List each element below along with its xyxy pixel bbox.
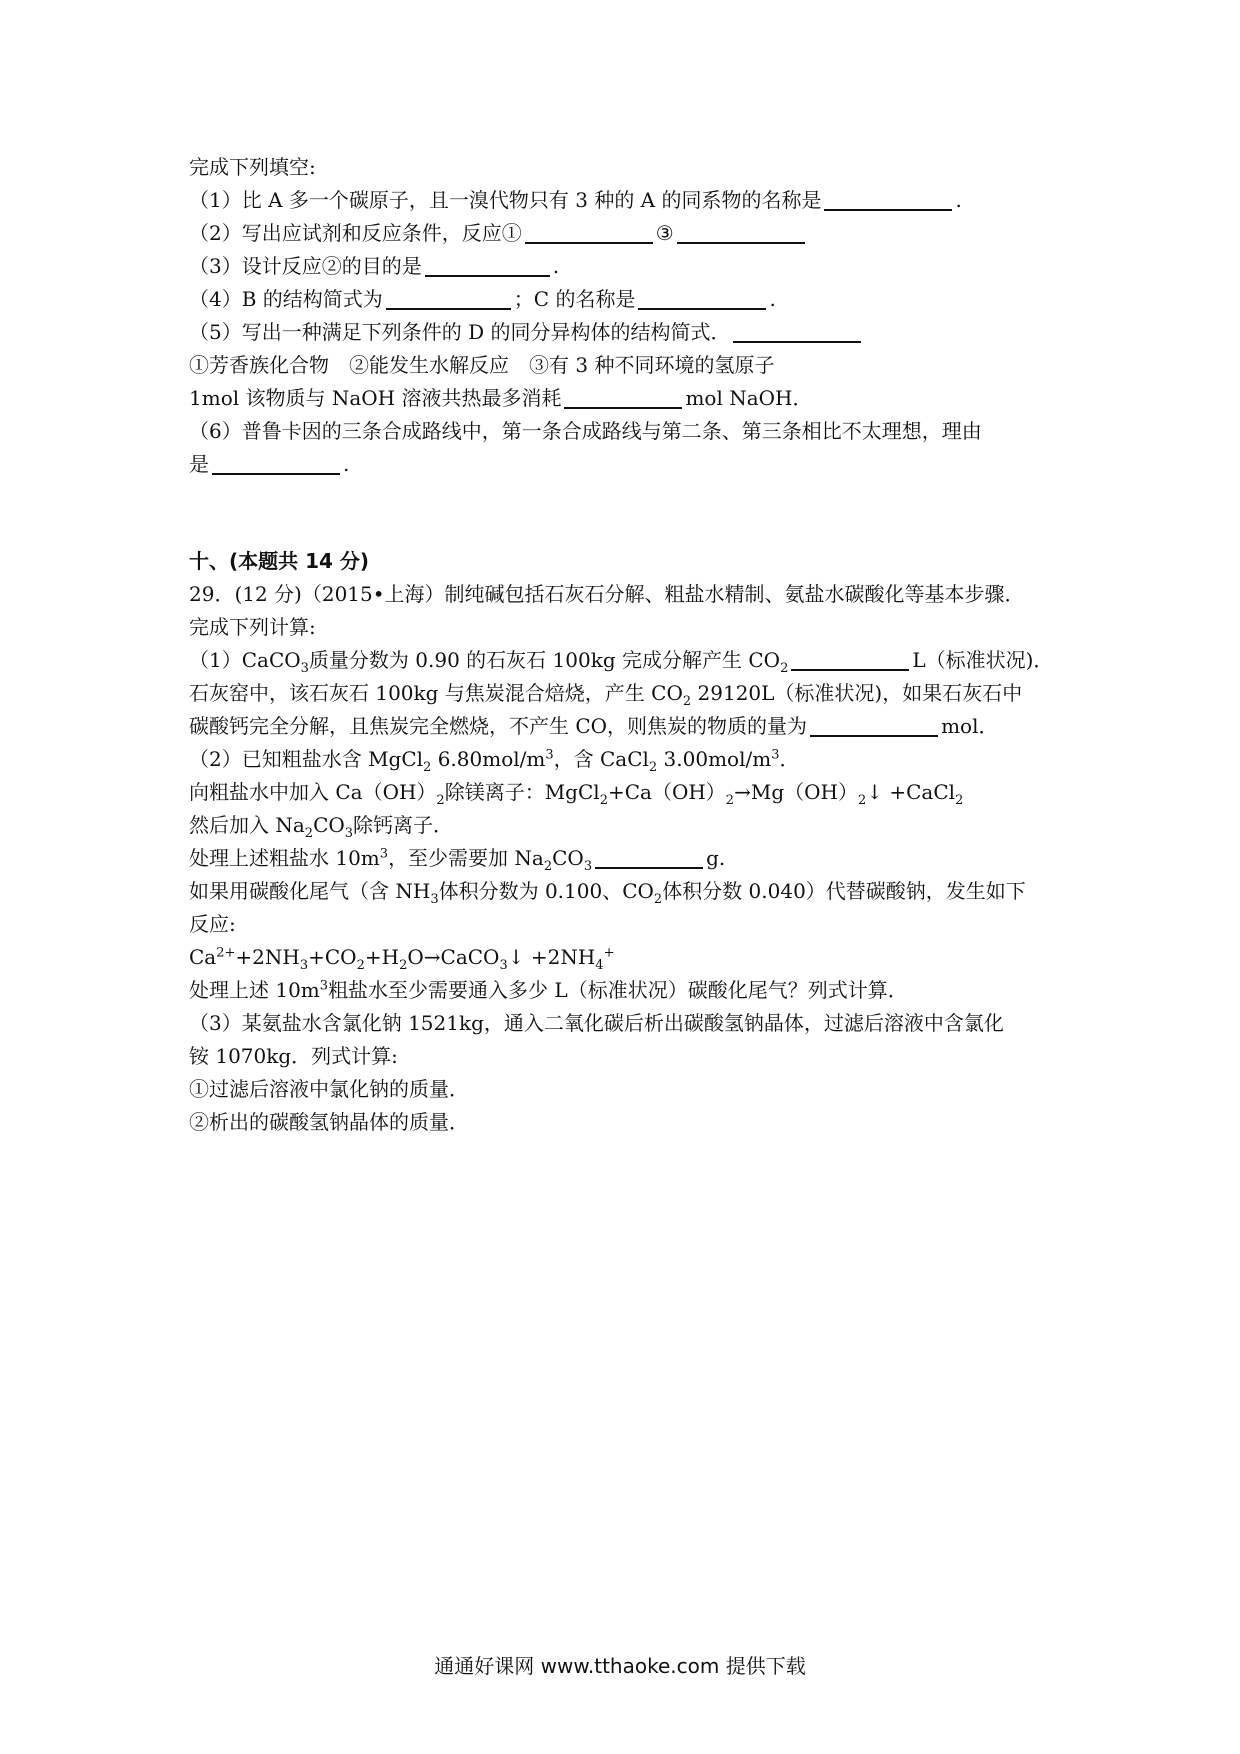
answer-blank[interactable] xyxy=(791,649,909,671)
answer-blank[interactable] xyxy=(733,321,861,343)
q29-part1: （1）CaCO$_3$质量分数为 0.90 的石灰石 100kg 完成分解产生 $CO_2$ L（标准状况)． xyxy=(189,648,1054,676)
q28-conditions: ①芳香族化合物 ②能发生水解反应 ③有 3 种不同环境的氢原子 xyxy=(189,353,775,377)
answer-blank[interactable] xyxy=(212,453,340,475)
q28-intro: 完成下列填空: xyxy=(189,155,316,179)
q28-sub5: （5）写出一种满足下列条件的 D 的同分异构体的结构简式． xyxy=(189,318,1069,346)
q29-part2: （2）已知粗盐水含 MgCl$_2$ $6.80mol/m^3$，含 CaCl$_2$ $3.00mol/m^3$． xyxy=(189,747,800,775)
q29-tail-gas: 如果用碳酸化尾气（含 $NH_3$体积分数为 0.100、$CO_2$体积分数 0.040）代替碳酸钠，发生如下 xyxy=(189,879,1026,907)
answer-blank[interactable] xyxy=(525,222,653,244)
q29-part1-kiln: 石灰窑中，该石灰石 100kg 与焦炭混合焙烧，产生 $CO_2$ 29120L（标准状况)，如果石灰石中 xyxy=(189,681,1023,709)
q28-sub6-cont: 是 . xyxy=(189,452,350,476)
q29-tail-gas-question: 处理上述 $10m^3$粗盐水至少需要通入多少 L（标准状况）碳酸化尾气？列式计算． xyxy=(189,978,908,1002)
answer-blank[interactable] xyxy=(425,255,550,277)
q29-heading: 29．(12 分)（2015•上海）制纯碱包括石灰石分解、粗盐水精制、氨盐水碳酸化等基本步骤． xyxy=(189,582,1025,606)
answer-blank[interactable] xyxy=(386,288,511,310)
q28-sub3: （3）设计反应②的目的是 . xyxy=(189,254,560,278)
q29-part3-item1: ①过滤后溶液中氯化钠的质量． xyxy=(189,1077,469,1101)
q29-part3-cont: 铵 1070kg．列式计算: xyxy=(189,1044,398,1068)
q29-ca-removal: 然后加入 $Na_2CO_3$除钙离子． xyxy=(189,813,454,841)
answer-blank[interactable] xyxy=(595,847,703,869)
q29-intro: 完成下列计算: xyxy=(189,615,316,639)
q29-part1-coke: 碳酸钙完全分解，且焦炭完全燃烧，不产生 CO，则焦炭的物质的量为 mol． xyxy=(189,714,999,738)
q29-mg-removal: 向粗盐水中加入 $Ca(OH)_2$除镁离子：$MgCl_2+Ca(OH)_2\to Mg(OH)_2↓$ +CaCl$_2$ xyxy=(189,780,964,808)
q28-mol-naoh: 1mol 该物质与 NaOH 溶液共热最多消耗 mol NaOH． xyxy=(189,386,813,410)
q29-reaction-label: 反应: xyxy=(189,912,236,936)
q28-sub2: （2）写出应试剂和反应条件，反应① ③ xyxy=(189,219,1069,247)
answer-blank[interactable] xyxy=(810,715,938,737)
page-footer: 通通好课网 www.tthaoke.com 提供下载 xyxy=(434,1654,806,1678)
q29-na2co3-amount: 处理上述粗盐水 $10m^3$，至少需要加 $Na_2CO_3$ g. xyxy=(189,846,726,874)
q28-sub4: （4）B 的结构简式为 ；C 的名称是 . xyxy=(189,287,776,311)
answer-blank[interactable] xyxy=(564,387,682,409)
answer-blank[interactable] xyxy=(824,189,952,211)
q28-sub1: （1）比 A 多一个碳原子，且一溴代物只有 3 种的 A 的同系物的名称是 . xyxy=(189,188,962,212)
q28-sub6: （6）普鲁卡因的三条合成路线中，第一条合成路线与第二条、第三条相比不太理想，理由 xyxy=(189,419,982,443)
q29-equation: $Ca^{2+}+2NH_3+CO_2+H_2O\to CaCO_3↓ +2NH_4^+$ xyxy=(189,945,615,973)
q29-part3-item2: ②析出的碳酸氢钠晶体的质量． xyxy=(189,1110,469,1134)
answer-blank[interactable] xyxy=(638,288,766,310)
answer-blank[interactable] xyxy=(677,222,805,244)
section-title: 十、(本题共 14 分) xyxy=(189,549,370,573)
q29-part3: （3）某氨盐水含氯化钠 1521kg，通入二氧化碳后析出碳酸氢钠晶体，过滤后溶液中含氯化 xyxy=(189,1011,1004,1035)
